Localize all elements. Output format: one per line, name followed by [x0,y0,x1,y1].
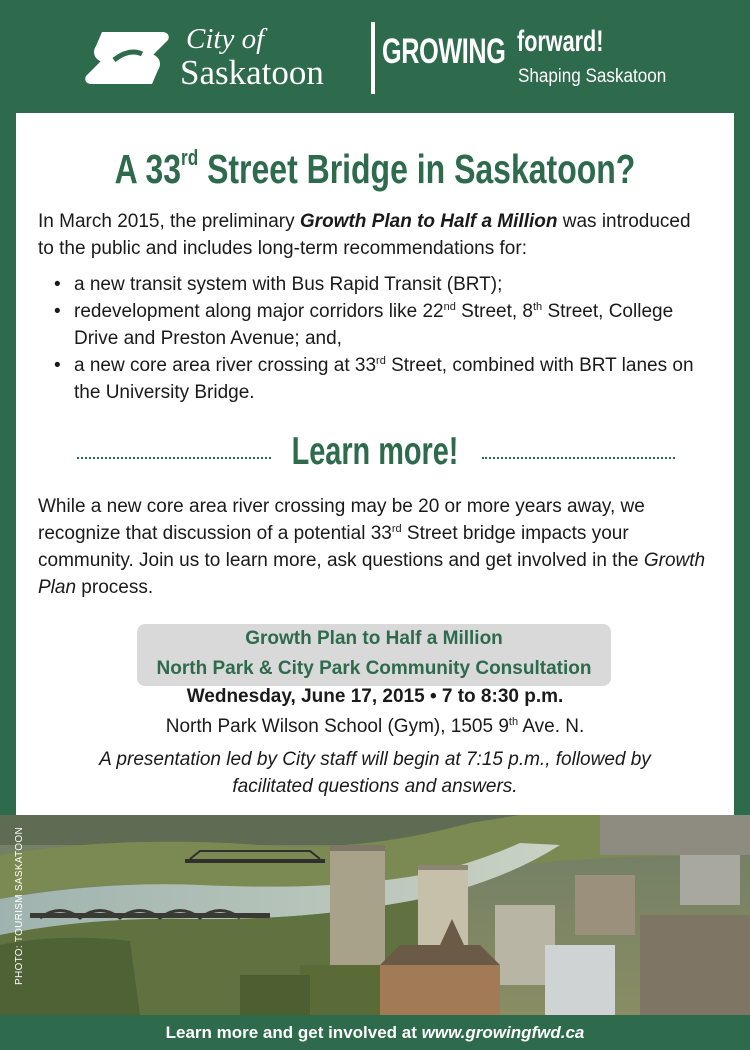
learn-more-heading-row [16,429,734,477]
growingfwd-link[interactable]: www.growingfwd.ca [421,1023,585,1042]
page-title: A 33rd Street Bridge in Saskatoon? [114,145,636,192]
shaping-saskatoon-text: Shaping Saskatoon [518,66,667,87]
event-date: Wednesday, June 17, 2015 • 7 to 8:30 p.m. [186,686,564,707]
saskatoon-text: Saskatoon [180,53,324,92]
footer-text: Learn more and get involved at www.growingfwd.ca [165,1023,585,1042]
growth-plan-name: Growth Plan to Half a Million [299,211,558,232]
event-location: North Park Wilson School (Gym), 1505 9th Ave. N. [165,716,585,737]
list-item: • a new core area river crossing at 33rd Street, combined with BRT lanes on the University Bridge. [54,355,694,403]
content-panel [16,113,734,815]
forward-text: forward! [517,25,604,58]
growing-text: GROWING [382,32,506,71]
dotted-divider-right [482,457,675,459]
consultation-line-1: Growth Plan to Half a Million [245,628,503,649]
header-divider [371,22,375,94]
consultation-line-2: North Park & City Park Community Consultation [156,658,592,679]
city-of-text: City of [186,23,265,55]
photo-credit: PHOTO: TOURISM SASKATOON [14,827,25,985]
consultation-title-box [137,624,611,686]
list-item: • redevelopment along major corridors like 22nd Street, 8th Street, College Drive and Preston Avenue; and, [54,301,674,349]
bridge-paragraph: While a new core area river crossing may be 20 or more years away, we recognize that discussion of a potential 33rd Street bridge impacts your community. Join us to learn more, ask questions and get involved in the Growth Plan process. [38,496,706,598]
footer-banner [0,1015,750,1050]
recommendations-list [54,271,694,406]
city-logo-icon [84,26,170,90]
city-aerial-photo [0,815,750,1015]
intro-paragraph: In March 2015, the preliminary Growth Plan to Half a Million was introduced to the public and includes long-term recommendations for: [38,211,691,259]
learn-more-heading: Learn more! [291,430,459,473]
list-item: • a new transit system with Bus Rapid Transit (BRT); [54,274,503,295]
header-banner [0,0,750,112]
presentation-note: A presentation led by City staff will begin at 7:15 p.m., followed by facilitated questions and answers. [99,749,651,797]
